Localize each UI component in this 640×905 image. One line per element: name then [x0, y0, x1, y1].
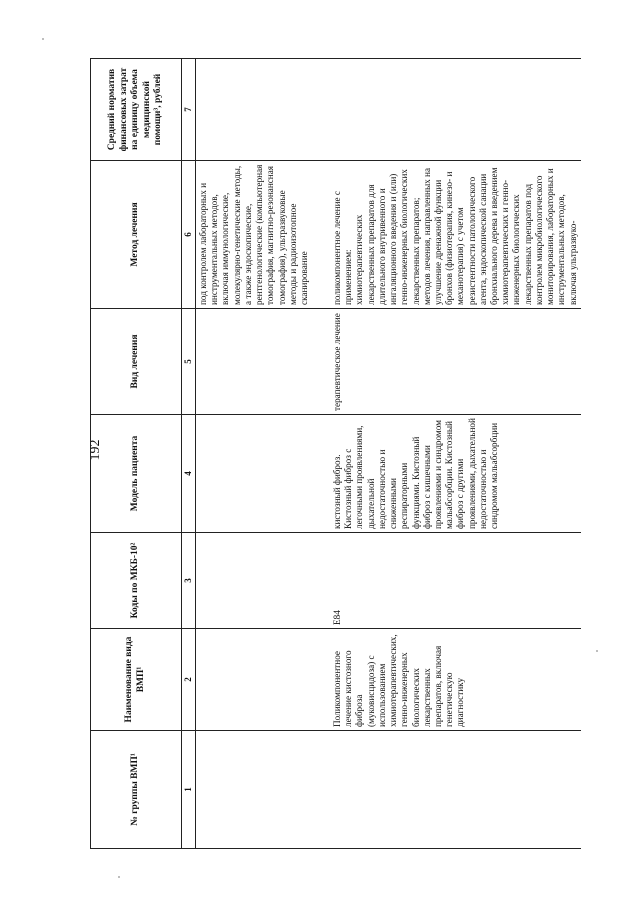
column-number: 4 [182, 415, 196, 533]
column-number: 7 [182, 59, 196, 161]
rotated-table-container [90, 59, 578, 849]
header-model: Модель пациента [91, 415, 182, 533]
header-group: № группы ВМП¹ [91, 731, 182, 849]
scan-speck [118, 876, 120, 878]
page-number: 192 [88, 439, 103, 461]
cell-method: поликомпонентное лечение с применением: химиотерапевтических лекарственных препаратов для длительного внутривенного и ингаляционного введения и (или) генно-инженерных биологических лекарственных препаратов; методов лечения, направленных на улучшение дренажной функции бронхов (физиотерапия, кинезо- и механотерапия) с учетом резистентности патологического агента, эндоскопической санации бронхиального дерева и введением химиотерапевтических и генно-инженерных биологических лекарственных препаратов под контролем микробиологического мониторирования, лабораторных и инструментальных методов, включая ультразвуко- [330, 161, 581, 309]
cell-group [195, 731, 330, 849]
cell-treatment-type [195, 309, 330, 415]
column-number: 1 [182, 731, 196, 849]
cell-model: кистозный фиброз. Кистозный фиброз с легочными проявлениями, дыхательной недостаточностью и сниженными респираторными функциями. Кистозный фиброз с кишечными проявлениями и синдромом мальабсорбции. Кистозный фиброз с другими проявлениями, дыхательной недостаточностью и синдромом мальабсорбции [330, 415, 581, 533]
column-number-row [182, 59, 196, 849]
column-number: 2 [182, 629, 196, 731]
header-cost: Средний норматив финансовых затрат на единицу объема медицинской помощи³, рублей [91, 59, 182, 161]
cell-mkb [195, 533, 330, 629]
header-treatment-type: Вид лечения [91, 309, 182, 415]
cell-method: под контролем лабораторных и инструментальных методов, включая иммунологические, молекулярно-генетические методы, а также эндоскопические, рентгенологические (компьютерная томография, магнитно-резонансная томография), ультразвуковые методы и радиоизотопное сканирование [195, 161, 330, 309]
header-mkb: Коды по МКБ-10² [91, 533, 182, 629]
cell-mkb: E84 [330, 533, 581, 629]
scan-speck [596, 650, 598, 652]
table-header-row [91, 59, 182, 849]
cell-treatment-type: терапевтическое лечение [330, 309, 581, 415]
column-number: 3 [182, 533, 196, 629]
cell-vmp-name [195, 629, 330, 731]
cell-group [330, 731, 581, 849]
cell-model [195, 415, 330, 533]
table-row [330, 59, 581, 849]
vmp-table [90, 58, 581, 849]
cell-cost [330, 59, 581, 161]
cell-cost [195, 59, 330, 161]
column-number: 6 [182, 161, 196, 309]
header-vmp-name: Наименование вида ВМП¹ [91, 629, 182, 731]
header-method: Метод лечения [91, 161, 182, 309]
column-number: 5 [182, 309, 196, 415]
scan-speck [42, 38, 44, 40]
table-row [195, 59, 330, 849]
cell-vmp-name: Поликомпонентное лечение кистозного фиброза (муковисцидоза) с использованием химиотерапевтических, генно-инженерных биологических лекарственных препаратов, включая генетическую диагностику [330, 629, 581, 731]
